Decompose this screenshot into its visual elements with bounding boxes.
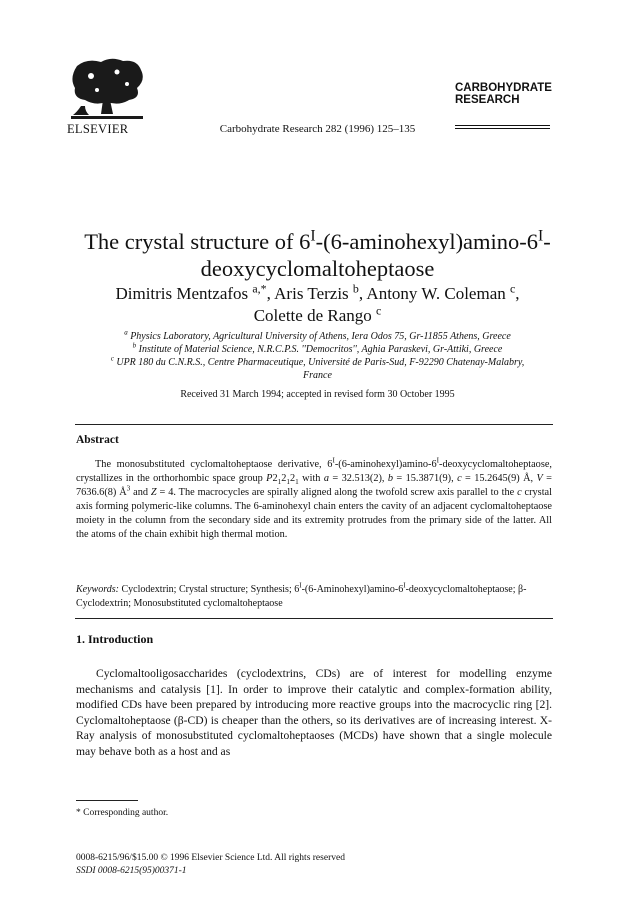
- affiliations: [60, 330, 575, 382]
- abstract-body: The monosubstituted cyclomaltoheptaose derivative, $6^I-(6-aminohexyl)amino-6^I$-deoxycyclomaltoheptaose, crystallizes in the orthorhombic space group $P2_12_12_1$ with a = 32.513(2), b = 15.3871(9), c = 15.2645(9) Å, V = 7636.6(8) $Å^3$ and Z = 4. The macrocycles are spirally aligned along the twofold screw axis parallel to the c crystal axis forming polymeric-like columns. The 6-aminohexyl chain enters the cavity of an adjacent cyclomaltoheptaose moiety in the column from the secondary side and its extremity protrudes from the primary side of the latter. All the atoms of the chain exhibit high thermal motion.: [76, 456, 552, 540]
- journal-title-line2: RESEARCH: [455, 94, 520, 106]
- journal-rule: [455, 125, 550, 131]
- received-dates: Received 31 March 1994; accepted in revised form 30 October 1995: [180, 389, 455, 400]
- journal-title: [455, 82, 552, 106]
- abstract-top-rule: [75, 424, 553, 425]
- journal-title-line1: CARBOHYDRATE: [455, 82, 552, 94]
- publisher-name: ELSEVIER: [67, 122, 129, 136]
- ssdi-line: SSDI 0008-6215(95)00371-1: [76, 866, 187, 876]
- abstract-heading: Abstract: [76, 434, 119, 446]
- copyright-line: 0008-6215/96/$15.00 © 1996 Elsevier Science Ltd. All rights reserved: [76, 853, 345, 863]
- section-heading-introduction: 1. Introduction: [76, 632, 154, 646]
- copyright-notice: [76, 852, 345, 878]
- affiliation-b: $^b$ Institute of Material Science, N.R.C.P.S. ''Democritos'', Aghia Paraskevi, Gr-Attiki, Greece: [132, 341, 503, 355]
- elsevier-tree-logo-icon: [67, 56, 147, 120]
- paper-title: The crystal structure of $6^I-(6-aminohexyl)amino-6^I-$ deoxycyclomaltoheptaose: [84, 227, 551, 281]
- keywords: Keywords: Cyclodextrin; Crystal structure; Synthesis; $6^I-(6-Aminohexyl)amino-6^I$-deoxycyclomaltoheptaose; β-Cyclodextrin; Monosubstituted cyclomaltoheptaose: [76, 581, 527, 609]
- corresponding-author-footnote: * Corresponding author.: [76, 808, 169, 818]
- introduction-paragraph: Cyclomaltooligosaccharides (cyclodextrins, CDs) are of interest for modelling enzyme mechanisms and catalysis [1]. In order to improve their catalytic and complex-formation ability, modified CDs have been prepared by introducing more reactive groups into the macrocyclic ring [2]. Cyclomaltoheptaose (β-CD) is cheaper than the others, so its derivatives are of increasing interest. X-Ray analysis of monosubstituted cyclomaltoheptaoses (MCDs) have shown that a single molecule may behave both as a host and as: [76, 667, 552, 758]
- journal-citation: Carbohydrate Research 282 (1996) 125–135: [219, 123, 416, 135]
- author-list: Dimitris Mentzafos $^{a,*}$, Aris Terzis $^b$, Antony W. Coleman $^c$, Colette de Rango $^c$: [115, 281, 520, 325]
- affiliation-a: $^a$ Physics Laboratory, Agricultural University of Athens, Iera Odos 75, Gr-11855 Athens, Greece: [124, 328, 511, 342]
- footnote-rule: [76, 800, 138, 801]
- abstract-bottom-rule: [75, 618, 553, 619]
- introduction-body: [76, 666, 552, 760]
- keywords-label: Keywords:: [76, 584, 119, 595]
- affiliation-c: $^c$ UPR 180 du C.N.R.S., Centre Pharmaceutique, Université de Paris-Sud, F-92290 Chatenay-Malabry, France: [110, 354, 525, 381]
